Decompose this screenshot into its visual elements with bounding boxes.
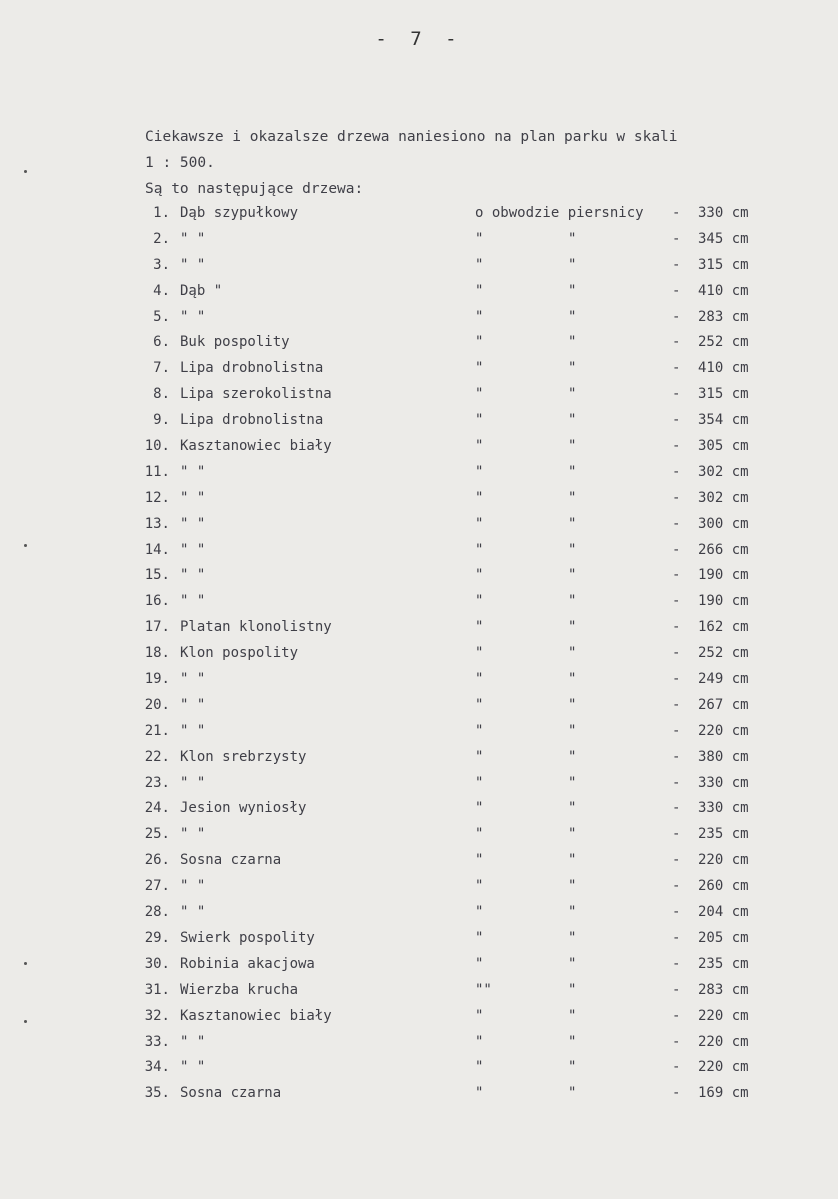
ditto-mark: " [568, 800, 577, 817]
tree-row [132, 720, 792, 746]
tree-number: 29. [144, 929, 170, 946]
dash-mark: - [672, 904, 681, 921]
circumference-value: 345 cm [698, 230, 749, 247]
dash-mark: - [672, 1085, 681, 1102]
tree-name: Kasztanowiec biały [180, 438, 332, 455]
ditto-mark: " [568, 463, 577, 480]
tree-number: 30. [144, 955, 170, 972]
tree-number: 8. [153, 386, 170, 403]
tree-number: 28. [144, 904, 170, 921]
dash-mark: - [672, 748, 681, 765]
tree-row [132, 927, 792, 953]
tree-row [132, 1031, 792, 1057]
ditto-mark: " [475, 412, 484, 429]
ditto-mark: " [475, 619, 484, 636]
tree-number: 13. [144, 515, 170, 532]
tree-row [132, 306, 792, 332]
tree-name: Sosna czarna [180, 1085, 282, 1102]
ditto-mark: " [475, 774, 484, 791]
ditto-mark: " [568, 567, 577, 584]
ditto-mark: " [475, 748, 484, 765]
dash-mark: - [672, 308, 681, 325]
dash-mark: - [672, 386, 681, 403]
tree-name: " " [180, 593, 206, 610]
dash-mark: - [672, 671, 681, 688]
tree-row [132, 254, 792, 280]
ditto-mark: " [475, 308, 484, 325]
ditto-mark: " [475, 282, 484, 299]
ditto-mark: " [568, 282, 577, 299]
tree-row [132, 1056, 792, 1082]
circumference-value: 305 cm [698, 438, 749, 455]
ditto-mark: " [568, 722, 577, 739]
dash-mark: - [672, 360, 681, 377]
circumference-value: 302 cm [698, 463, 749, 480]
ditto-mark: " [568, 1085, 577, 1102]
circumference-value: 302 cm [698, 489, 749, 506]
ditto-mark: " [475, 515, 484, 532]
ditto-mark: " [475, 1085, 484, 1102]
tree-row [132, 1082, 792, 1108]
circumference-value: 410 cm [698, 360, 749, 377]
ditto-mark: "" [475, 981, 492, 998]
ditto-mark: " [568, 412, 577, 429]
tree-name: " " [180, 308, 206, 325]
circumference-value: 162 cm [698, 619, 749, 636]
dash-mark: - [672, 489, 681, 506]
dash-mark: - [672, 878, 681, 895]
tree-number: 3. [153, 256, 170, 273]
ditto-mark: " [475, 256, 484, 273]
ditto-mark: " [568, 619, 577, 636]
tree-name: Lipa drobnolistna [180, 412, 324, 429]
tree-number: 23. [144, 774, 170, 791]
dash-mark: - [672, 1007, 681, 1024]
ditto-mark: " [568, 774, 577, 791]
ditto-mark: " [568, 1007, 577, 1024]
tree-number: 27. [144, 878, 170, 895]
tree-number: 33. [144, 1033, 170, 1050]
ditto-mark: " [475, 463, 484, 480]
ditto-mark: " [475, 593, 484, 610]
tree-number: 21. [144, 722, 170, 739]
tree-name: " " [180, 722, 206, 739]
tree-row [132, 383, 792, 409]
circumference-value: 252 cm [698, 645, 749, 662]
ditto-mark: " [475, 1007, 484, 1024]
dash-mark: - [672, 929, 681, 946]
ditto-mark: " [475, 438, 484, 455]
ditto-mark: " [475, 360, 484, 377]
intro-line: 1 : 500. [145, 155, 215, 171]
tree-row [132, 849, 792, 875]
tree-name: " " [180, 774, 206, 791]
circumference-value: 267 cm [698, 696, 749, 713]
ditto-mark: " [568, 593, 577, 610]
circumference-value: 235 cm [698, 826, 749, 843]
ditto-mark: " [568, 981, 577, 998]
tree-row [132, 979, 792, 1005]
tree-number: 32. [144, 1007, 170, 1024]
tree-number: 11. [144, 463, 170, 480]
tree-number: 34. [144, 1059, 170, 1076]
tree-name: " " [180, 878, 206, 895]
dash-mark: - [672, 567, 681, 584]
tree-name: Sosna czarna [180, 852, 282, 869]
ditto-mark: " [475, 567, 484, 584]
tree-row [132, 461, 792, 487]
ditto-mark: " [568, 878, 577, 895]
tree-name: " " [180, 671, 206, 688]
tree-name: Robinia akacjowa [180, 955, 315, 972]
circumference-value: 204 cm [698, 904, 749, 921]
tree-name: " " [180, 1033, 206, 1050]
tree-row [132, 357, 792, 383]
circumference-value: 220 cm [698, 1007, 749, 1024]
circumference-value: 330 cm [698, 205, 749, 221]
tree-row [132, 564, 792, 590]
dash-mark: - [672, 722, 681, 739]
ditto-mark: " [568, 515, 577, 532]
circumference-value: 266 cm [698, 541, 749, 558]
ditto-mark: " [475, 1033, 484, 1050]
tree-list [132, 202, 792, 1108]
tree-name: " " [180, 230, 206, 247]
circumference-value: 380 cm [698, 748, 749, 765]
tree-number: 1. [153, 205, 170, 221]
tree-name: " " [180, 904, 206, 921]
dash-mark: - [672, 205, 681, 221]
dash-mark: - [672, 852, 681, 869]
circumference-value: 220 cm [698, 1033, 749, 1050]
circumference-value: 252 cm [698, 334, 749, 351]
tree-name: Lipa drobnolistna [180, 360, 324, 377]
circumference-value: 220 cm [698, 722, 749, 739]
tree-name: " " [180, 256, 206, 273]
tree-row [132, 1005, 792, 1031]
tree-number: 15. [144, 567, 170, 584]
circumference-value: 315 cm [698, 386, 749, 403]
tree-number: 16. [144, 593, 170, 610]
tree-name: " " [180, 567, 206, 584]
dash-mark: - [672, 1033, 681, 1050]
dash-mark: - [672, 230, 681, 247]
circumference-value: 300 cm [698, 515, 749, 532]
tree-number: 4. [153, 282, 170, 299]
tree-row [132, 694, 792, 720]
ditto-mark: " [568, 334, 577, 351]
ditto-mark: " [475, 386, 484, 403]
ditto-mark: " [568, 929, 577, 946]
tree-number: 18. [144, 645, 170, 662]
dash-mark: - [672, 800, 681, 817]
ditto-mark: " [568, 904, 577, 921]
tree-row [132, 772, 792, 798]
ditto-mark: " [475, 645, 484, 662]
margin-mark [24, 170, 27, 173]
tree-row [132, 331, 792, 357]
ditto-mark: " [568, 1033, 577, 1050]
ditto-mark: " [568, 671, 577, 688]
circumference-value: 205 cm [698, 929, 749, 946]
ditto-mark: " [568, 1059, 577, 1076]
ditto-mark: " [568, 308, 577, 325]
page-number: - 7 - [375, 28, 463, 50]
ditto-mark: " [475, 696, 484, 713]
tree-name: Buk pospolity [180, 334, 290, 351]
tree-name: Lipa szerokolistna [180, 386, 332, 403]
ditto-mark: " [568, 852, 577, 869]
tree-row [132, 513, 792, 539]
dash-mark: - [672, 619, 681, 636]
circumference-value: 315 cm [698, 256, 749, 273]
dash-mark: - [672, 438, 681, 455]
tree-number: 2. [153, 230, 170, 247]
ditto-mark: o obwodzie piersnicy [475, 205, 644, 221]
tree-row [132, 228, 792, 254]
circumference-value: 283 cm [698, 981, 749, 998]
tree-row [132, 409, 792, 435]
tree-name: " " [180, 489, 206, 506]
circumference-value: 235 cm [698, 955, 749, 972]
circumference-value: 190 cm [698, 593, 749, 610]
tree-row [132, 901, 792, 927]
tree-row [132, 487, 792, 513]
tree-number: 20. [144, 696, 170, 713]
ditto-mark: " [568, 489, 577, 506]
ditto-mark: " [475, 1059, 484, 1076]
margin-mark [24, 544, 27, 547]
ditto-mark: " [568, 256, 577, 273]
ditto-mark: " [475, 334, 484, 351]
tree-number: 17. [144, 619, 170, 636]
tree-row [132, 797, 792, 823]
ditto-mark: " [475, 929, 484, 946]
dash-mark: - [672, 645, 681, 662]
tree-name: " " [180, 515, 206, 532]
tree-name: Dąb szypułkowy [180, 205, 299, 221]
dash-mark: - [672, 774, 681, 791]
tree-number: 10. [144, 438, 170, 455]
ditto-mark: " [475, 722, 484, 739]
ditto-mark: " [475, 541, 484, 558]
ditto-mark: " [475, 826, 484, 843]
ditto-mark: " [475, 489, 484, 506]
ditto-mark: " [475, 800, 484, 817]
ditto-mark: " [568, 541, 577, 558]
intro-line: Ciekawsze i okazalsze drzewa naniesiono na plan parku w skali [145, 129, 678, 145]
tree-name: " " [180, 696, 206, 713]
tree-name: " " [180, 463, 206, 480]
circumference-value: 330 cm [698, 800, 749, 817]
ditto-mark: " [475, 904, 484, 921]
ditto-mark: " [568, 386, 577, 403]
tree-number: 31. [144, 981, 170, 998]
tree-row [132, 280, 792, 306]
tree-name: Jesion wyniosły [180, 800, 307, 817]
ditto-mark: " [568, 438, 577, 455]
ditto-mark: " [475, 230, 484, 247]
tree-row [132, 435, 792, 461]
circumference-value: 190 cm [698, 567, 749, 584]
dash-mark: - [672, 334, 681, 351]
dash-mark: - [672, 412, 681, 429]
dash-mark: - [672, 955, 681, 972]
tree-number: 35. [144, 1085, 170, 1102]
tree-row [132, 616, 792, 642]
dash-mark: - [672, 463, 681, 480]
tree-number: 5. [153, 308, 170, 325]
tree-row [132, 953, 792, 979]
circumference-value: 330 cm [698, 774, 749, 791]
circumference-value: 260 cm [698, 878, 749, 895]
tree-row [132, 539, 792, 565]
tree-number: 12. [144, 489, 170, 506]
ditto-mark: " [568, 360, 577, 377]
ditto-mark: " [475, 878, 484, 895]
circumference-value: 220 cm [698, 852, 749, 869]
tree-row [132, 202, 792, 228]
tree-name: " " [180, 1059, 206, 1076]
tree-number: 22. [144, 748, 170, 765]
circumference-value: 354 cm [698, 412, 749, 429]
circumference-value: 169 cm [698, 1085, 749, 1102]
dash-mark: - [672, 256, 681, 273]
tree-name: Platan klonolistny [180, 619, 332, 636]
dash-mark: - [672, 696, 681, 713]
tree-row [132, 875, 792, 901]
tree-name: Klon pospolity [180, 645, 299, 662]
margin-mark [24, 962, 27, 965]
ditto-mark: " [475, 955, 484, 972]
tree-number: 7. [153, 360, 170, 377]
tree-name: " " [180, 826, 206, 843]
tree-name: Kasztanowiec biały [180, 1007, 332, 1024]
tree-row [132, 642, 792, 668]
ditto-mark: " [475, 852, 484, 869]
dash-mark: - [672, 515, 681, 532]
tree-number: 6. [153, 334, 170, 351]
tree-name: " " [180, 541, 206, 558]
dash-mark: - [672, 593, 681, 610]
ditto-mark: " [568, 826, 577, 843]
tree-row [132, 668, 792, 694]
intro-paragraph [145, 124, 795, 202]
tree-number: 26. [144, 852, 170, 869]
circumference-value: 220 cm [698, 1059, 749, 1076]
margin-mark [24, 1020, 27, 1023]
dash-mark: - [672, 541, 681, 558]
ditto-mark: " [475, 671, 484, 688]
dash-mark: - [672, 282, 681, 299]
tree-number: 19. [144, 671, 170, 688]
ditto-mark: " [568, 955, 577, 972]
tree-number: 24. [144, 800, 170, 817]
tree-name: Dąb " [180, 282, 223, 299]
circumference-value: 249 cm [698, 671, 749, 688]
ditto-mark: " [568, 748, 577, 765]
tree-name: Wierzba krucha [180, 981, 299, 998]
dash-mark: - [672, 981, 681, 998]
tree-row [132, 746, 792, 772]
tree-number: 14. [144, 541, 170, 558]
tree-row [132, 823, 792, 849]
dash-mark: - [672, 1059, 681, 1076]
tree-number: 25. [144, 826, 170, 843]
tree-number: 9. [153, 412, 170, 429]
ditto-mark: " [568, 645, 577, 662]
circumference-value: 283 cm [698, 308, 749, 325]
tree-name: Swierk pospolity [180, 929, 315, 946]
tree-row [132, 590, 792, 616]
circumference-value: 410 cm [698, 282, 749, 299]
ditto-mark: " [568, 230, 577, 247]
dash-mark: - [672, 826, 681, 843]
intro-line: Są to następujące drzewa: [145, 181, 364, 197]
ditto-mark: " [568, 696, 577, 713]
tree-name: Klon srebrzysty [180, 748, 307, 765]
